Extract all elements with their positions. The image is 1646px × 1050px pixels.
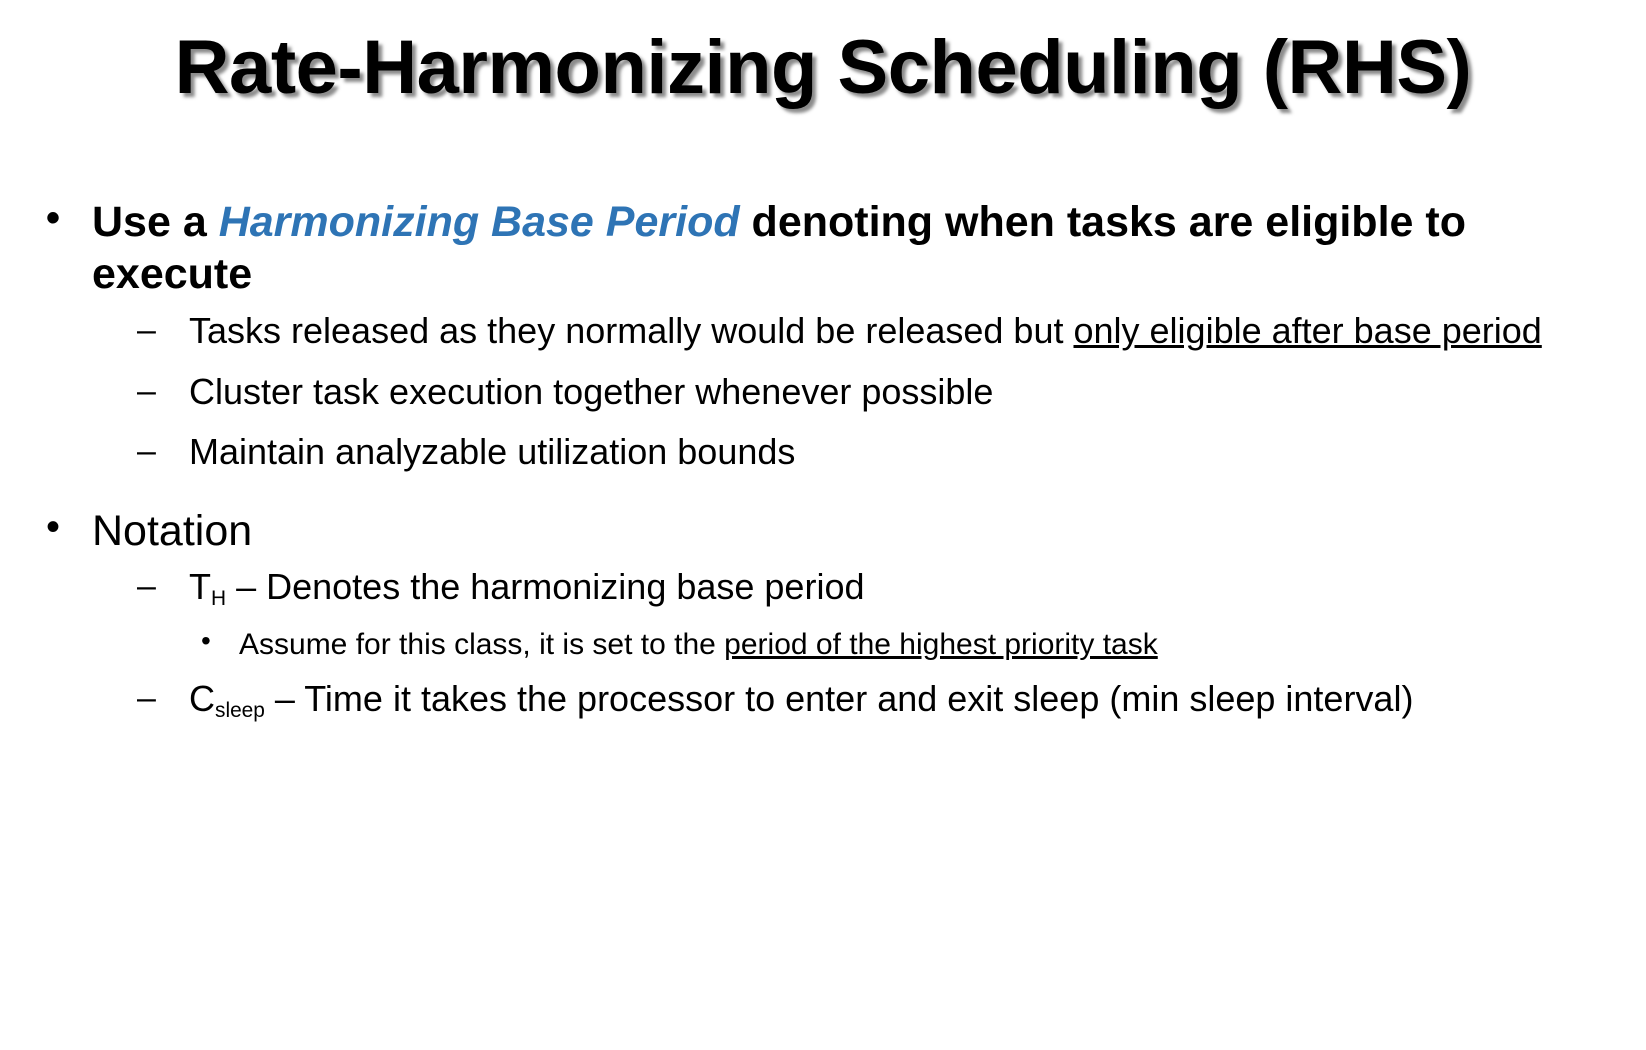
symbol-c: C — [189, 678, 215, 720]
sub-bullet-tasks-released-underlined: only eligible after base period — [1073, 309, 1542, 351]
sub-bullet-csleep-definition-text: – Time it takes the processor to enter and exit sleep (min sleep interval) — [264, 678, 1414, 720]
bullet-level1-use-a-harmonizing-base-period — [34, 196, 1624, 301]
bullet1-prefix-text: Use a — [92, 198, 219, 246]
bullet-marker-level2: – — [137, 432, 156, 471]
bullet-level1-notation-text: Notation — [92, 506, 253, 555]
bullet-level1-text — [92, 196, 1624, 301]
bullet-marker-level2: – — [137, 310, 156, 349]
bullet-level1-notation — [34, 505, 1624, 557]
bullet1-suffix-text: denoting when tasks are eligible to execute — [92, 198, 1466, 299]
bullet-marker-level1: • — [46, 196, 61, 240]
harmonizing-base-period-emphasis: Harmonizing Base Period — [218, 198, 740, 246]
sub-bullet-tasks-released — [34, 309, 1624, 354]
sub-sub-bullet-assume-underlined: period of the highest priority task — [724, 627, 1158, 661]
sub-bullet-th-definition-text: – Denotes the harmonizing base period — [226, 566, 865, 608]
sub-bullet-maintain-utilization-bounds — [34, 430, 1624, 475]
bullet-marker-level1: • — [46, 504, 61, 549]
bullet-marker-level2: – — [137, 679, 156, 718]
symbol-t: T — [189, 566, 211, 608]
sub-bullet-th-definition — [34, 565, 1624, 610]
slide-body — [34, 196, 1624, 738]
sub-bullet-maintain-utilization-bounds-text: Maintain analyzable utilization bounds — [189, 431, 796, 473]
bullet-marker-level2: – — [137, 567, 156, 606]
page-title: Rate-Harmonizing Scheduling (RHS) — [174, 25, 1472, 110]
symbol-t-subscript: H — [211, 587, 227, 611]
sub-sub-bullet-assume-for-this-class — [34, 626, 1624, 664]
symbol-c-subscript: sleep — [215, 699, 265, 723]
sub-bullet-cluster-task-execution — [34, 370, 1624, 415]
sub-bullet-tasks-released-prefix: Tasks released as they normally would be released but — [189, 309, 1074, 351]
sub-bullet-csleep-definition — [34, 677, 1624, 722]
bullet-marker-level2: – — [137, 371, 156, 410]
bullet-marker-level3: • — [201, 624, 211, 656]
sub-sub-bullet-assume-prefix: Assume for this class, it is set to the — [239, 627, 725, 661]
sub-bullet-cluster-task-execution-text: Cluster task execution together whenever possible — [189, 370, 994, 412]
